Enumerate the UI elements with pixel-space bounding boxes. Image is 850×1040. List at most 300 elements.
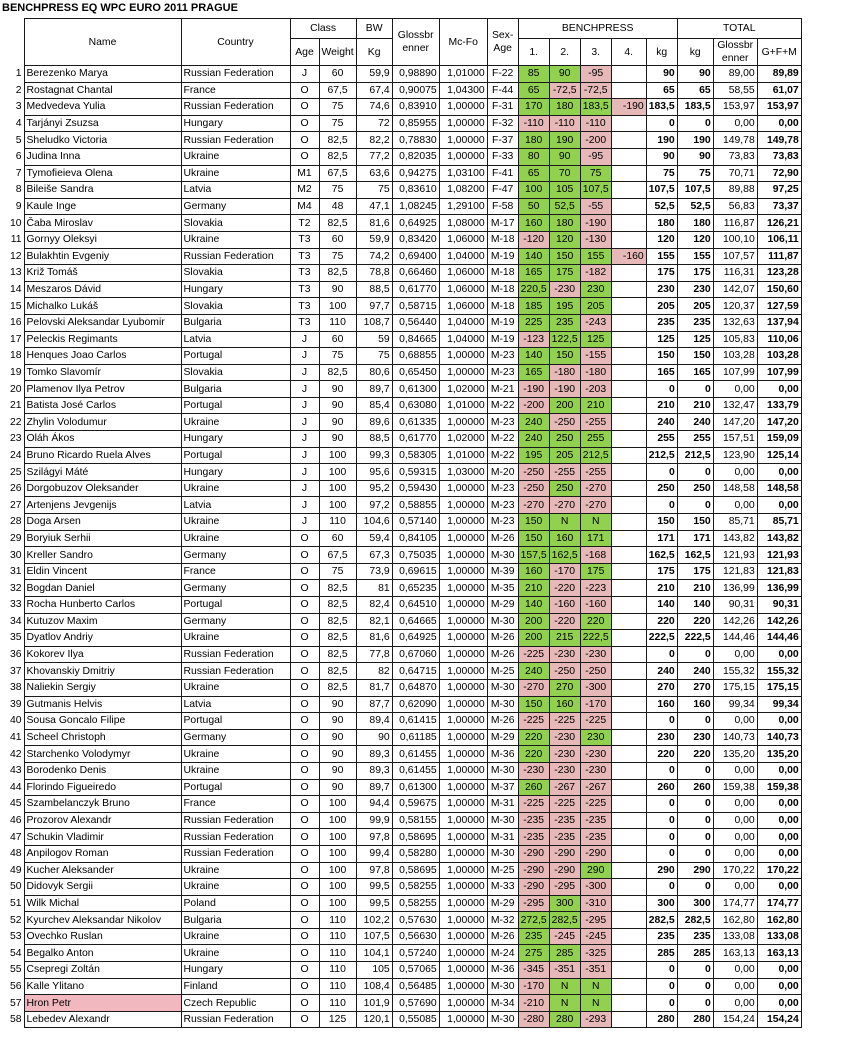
attempt-2-cell[interactable]: -290 — [549, 845, 580, 862]
attempt-3-cell[interactable]: 175 — [580, 563, 611, 580]
total-kg-cell[interactable]: 75 — [677, 165, 713, 182]
attempt-3-cell[interactable]: -351 — [580, 962, 611, 979]
sex-age-cell[interactable]: M-23 — [487, 348, 518, 365]
total-kg-cell[interactable]: 235 — [677, 928, 713, 945]
mcfo-coef-cell[interactable]: 1,00000 — [439, 746, 487, 763]
attempt-2-cell[interactable]: -220 — [549, 580, 580, 597]
attempt-1-cell[interactable]: 225 — [518, 314, 549, 331]
glossbrenner-coef-cell[interactable]: 0,58695 — [392, 862, 439, 879]
total-glossbrenner-cell[interactable]: 0,00 — [713, 115, 757, 132]
country-cell[interactable]: Ukraine — [181, 414, 290, 431]
total-gfm-cell[interactable]: 153,97 — [757, 99, 801, 116]
total-gfm-cell[interactable]: 155,32 — [757, 663, 801, 680]
bodyweight-cell[interactable]: 89,3 — [356, 762, 392, 779]
bench-result-cell[interactable]: 255 — [646, 431, 677, 448]
total-kg-cell[interactable]: 150 — [677, 348, 713, 365]
row-number-cell[interactable]: 37 — [0, 663, 24, 680]
age-class-cell[interactable]: T2 — [290, 215, 319, 232]
total-kg-cell[interactable]: 280 — [677, 1011, 713, 1028]
bodyweight-cell[interactable]: 59,9 — [356, 66, 392, 83]
weight-class-cell[interactable]: 110 — [319, 995, 356, 1012]
age-class-cell[interactable]: J — [290, 497, 319, 514]
athlete-name-cell[interactable]: Henques Joao Carlos — [24, 348, 181, 365]
bodyweight-cell[interactable]: 99,3 — [356, 447, 392, 464]
total-glossbrenner-cell[interactable]: 133,08 — [713, 928, 757, 945]
glossbrenner-coef-cell[interactable]: 0,64870 — [392, 679, 439, 696]
bodyweight-cell[interactable]: 74,2 — [356, 248, 392, 265]
weight-class-cell[interactable]: 48 — [319, 198, 356, 215]
attempt-2-cell[interactable]: 70 — [549, 165, 580, 182]
total-kg-cell[interactable]: 282,5 — [677, 912, 713, 929]
row-number-cell[interactable]: 13 — [0, 265, 24, 282]
bodyweight-cell[interactable]: 120,1 — [356, 1011, 392, 1028]
age-class-cell[interactable]: O — [290, 713, 319, 730]
bodyweight-cell[interactable]: 81 — [356, 580, 392, 597]
mcfo-coef-cell[interactable]: 1,00000 — [439, 514, 487, 531]
sex-age-cell[interactable]: M-30 — [487, 812, 518, 829]
row-number-cell[interactable]: 15 — [0, 298, 24, 315]
bench-result-cell[interactable]: 90 — [646, 148, 677, 165]
age-class-cell[interactable]: O — [290, 530, 319, 547]
athlete-name-cell[interactable]: Artenjens Jevgenijs — [24, 497, 181, 514]
bodyweight-cell[interactable]: 73,9 — [356, 563, 392, 580]
total-kg-cell[interactable]: 270 — [677, 679, 713, 696]
row-number-cell[interactable]: 27 — [0, 497, 24, 514]
row-number-cell[interactable]: 22 — [0, 414, 24, 431]
total-glossbrenner-cell[interactable]: 105,83 — [713, 331, 757, 348]
row-number-cell[interactable]: 30 — [0, 547, 24, 564]
bench-result-cell[interactable]: 150 — [646, 348, 677, 365]
total-glossbrenner-cell[interactable]: 170,22 — [713, 862, 757, 879]
row-number-cell[interactable]: 17 — [0, 331, 24, 348]
athlete-name-cell[interactable]: Borodenko Denis — [24, 762, 181, 779]
mcfo-coef-cell[interactable]: 1,00000 — [439, 414, 487, 431]
row-number-cell[interactable]: 31 — [0, 563, 24, 580]
attempt-3-cell[interactable]: N — [580, 978, 611, 995]
total-gfm-cell[interactable]: 127,59 — [757, 298, 801, 315]
sex-age-cell[interactable]: M-36 — [487, 962, 518, 979]
total-gfm-cell[interactable]: 144,46 — [757, 630, 801, 647]
glossbrenner-coef-cell[interactable]: 0,68855 — [392, 348, 439, 365]
total-gfm-cell[interactable]: 126,21 — [757, 215, 801, 232]
attempt-1-cell[interactable]: 185 — [518, 298, 549, 315]
row-number-cell[interactable]: 25 — [0, 464, 24, 481]
country-cell[interactable]: Hungary — [181, 115, 290, 132]
country-cell[interactable]: Portugal — [181, 779, 290, 796]
age-class-cell[interactable]: O — [290, 580, 319, 597]
attempt-4-cell[interactable] — [611, 663, 646, 680]
row-number-cell[interactable]: 49 — [0, 862, 24, 879]
attempt-3-cell[interactable]: -235 — [580, 812, 611, 829]
bench-result-cell[interactable]: 0 — [646, 646, 677, 663]
total-glossbrenner-cell[interactable]: 142,07 — [713, 281, 757, 298]
total-kg-cell[interactable]: 210 — [677, 397, 713, 414]
country-cell[interactable]: Latvia — [181, 497, 290, 514]
attempt-2-cell[interactable]: 250 — [549, 480, 580, 497]
attempt-4-cell[interactable] — [611, 829, 646, 846]
attempt-3-cell[interactable]: 155 — [580, 248, 611, 265]
mcfo-coef-cell[interactable]: 1,00000 — [439, 912, 487, 929]
attempt-3-cell[interactable]: -310 — [580, 895, 611, 912]
athlete-name-cell[interactable]: Kalle Ylitano — [24, 978, 181, 995]
attempt-4-cell[interactable] — [611, 298, 646, 315]
athlete-name-cell[interactable]: Tymofieieva Olena — [24, 165, 181, 182]
sex-age-cell[interactable]: M-20 — [487, 464, 518, 481]
glossbrenner-coef-cell[interactable]: 0,98890 — [392, 66, 439, 83]
country-cell[interactable]: Slovakia — [181, 215, 290, 232]
athlete-name-cell[interactable]: Bruno Ricardo Ruela Alves — [24, 447, 181, 464]
athlete-name-cell[interactable]: Pelovski Aleksandar Lyubomir — [24, 314, 181, 331]
attempt-3-cell[interactable]: -155 — [580, 348, 611, 365]
weight-class-cell[interactable]: 110 — [319, 928, 356, 945]
row-number-cell[interactable]: 29 — [0, 530, 24, 547]
total-kg-cell[interactable]: 52,5 — [677, 198, 713, 215]
glossbrenner-coef-cell[interactable]: 0,94275 — [392, 165, 439, 182]
weight-class-cell[interactable]: 90 — [319, 779, 356, 796]
mcfo-coef-cell[interactable]: 1,04000 — [439, 331, 487, 348]
age-class-cell[interactable]: O — [290, 746, 319, 763]
weight-class-cell[interactable]: 100 — [319, 812, 356, 829]
attempt-4-cell[interactable] — [611, 845, 646, 862]
bench-result-cell[interactable]: 235 — [646, 928, 677, 945]
athlete-name-cell[interactable]: Plamenov Ilya Petrov — [24, 381, 181, 398]
total-gfm-cell[interactable]: 133,08 — [757, 928, 801, 945]
bodyweight-cell[interactable]: 89,3 — [356, 746, 392, 763]
total-glossbrenner-cell[interactable]: 132,47 — [713, 397, 757, 414]
glossbrenner-coef-cell[interactable]: 0,58255 — [392, 879, 439, 896]
bench-result-cell[interactable]: 205 — [646, 298, 677, 315]
bodyweight-cell[interactable]: 88,5 — [356, 281, 392, 298]
attempt-3-cell[interactable]: 75 — [580, 165, 611, 182]
sex-age-cell[interactable]: M-22 — [487, 447, 518, 464]
glossbrenner-coef-cell[interactable]: 0,64715 — [392, 663, 439, 680]
attempt-2-cell[interactable]: -351 — [549, 962, 580, 979]
sex-age-cell[interactable]: M-30 — [487, 696, 518, 713]
glossbrenner-coef-cell[interactable]: 0,83420 — [392, 231, 439, 248]
bench-result-cell[interactable]: 150 — [646, 514, 677, 531]
attempt-1-cell[interactable]: -290 — [518, 845, 549, 862]
mcfo-coef-cell[interactable]: 1,00000 — [439, 547, 487, 564]
attempt-2-cell[interactable]: -290 — [549, 862, 580, 879]
attempt-2-cell[interactable]: 150 — [549, 248, 580, 265]
attempt-2-cell[interactable]: -225 — [549, 713, 580, 730]
glossbrenner-coef-cell[interactable]: 0,57630 — [392, 912, 439, 929]
bodyweight-cell[interactable]: 75 — [356, 348, 392, 365]
row-number-cell[interactable]: 2 — [0, 82, 24, 99]
bench-result-cell[interactable]: 235 — [646, 314, 677, 331]
total-kg-cell[interactable]: 240 — [677, 663, 713, 680]
row-number-cell[interactable]: 26 — [0, 480, 24, 497]
total-glossbrenner-cell[interactable]: 0,00 — [713, 829, 757, 846]
total-gfm-cell[interactable]: 133,79 — [757, 397, 801, 414]
total-gfm-cell[interactable]: 0,00 — [757, 646, 801, 663]
attempt-1-cell[interactable]: 200 — [518, 613, 549, 630]
weight-class-cell[interactable]: 75 — [319, 99, 356, 116]
weight-class-cell[interactable]: 90 — [319, 746, 356, 763]
weight-class-cell[interactable]: 82,5 — [319, 148, 356, 165]
attempt-4-cell[interactable] — [611, 447, 646, 464]
bench-result-cell[interactable]: 90 — [646, 66, 677, 83]
weight-class-cell[interactable]: 110 — [319, 945, 356, 962]
bench-result-cell[interactable]: 250 — [646, 480, 677, 497]
total-glossbrenner-cell[interactable]: 163,13 — [713, 945, 757, 962]
attempt-4-cell[interactable] — [611, 547, 646, 564]
bench-result-cell[interactable]: 282,5 — [646, 912, 677, 929]
mcfo-coef-cell[interactable]: 1,00000 — [439, 679, 487, 696]
attempt-3-cell[interactable]: -95 — [580, 66, 611, 83]
mcfo-coef-cell[interactable]: 1,00000 — [439, 613, 487, 630]
bodyweight-cell[interactable]: 89,4 — [356, 713, 392, 730]
bench-result-cell[interactable]: 175 — [646, 265, 677, 282]
total-kg-cell[interactable]: 140 — [677, 597, 713, 614]
mcfo-coef-cell[interactable]: 1,00000 — [439, 812, 487, 829]
attempt-1-cell[interactable]: 210 — [518, 580, 549, 597]
attempt-1-cell[interactable]: -235 — [518, 829, 549, 846]
country-cell[interactable]: Hungary — [181, 962, 290, 979]
total-glossbrenner-cell[interactable]: 0,00 — [713, 464, 757, 481]
total-glossbrenner-cell[interactable]: 0,00 — [713, 796, 757, 813]
country-cell[interactable]: Ukraine — [181, 231, 290, 248]
total-kg-cell[interactable]: 150 — [677, 514, 713, 531]
country-cell[interactable]: Germany — [181, 547, 290, 564]
mcfo-coef-cell[interactable]: 1,00000 — [439, 364, 487, 381]
age-class-cell[interactable]: J — [290, 447, 319, 464]
total-kg-cell[interactable]: 125 — [677, 331, 713, 348]
bodyweight-cell[interactable]: 59,4 — [356, 530, 392, 547]
sex-age-cell[interactable]: F-58 — [487, 198, 518, 215]
athlete-name-cell[interactable]: Schukin Vladimir — [24, 829, 181, 846]
age-class-cell[interactable]: J — [290, 364, 319, 381]
glossbrenner-coef-cell[interactable]: 0,69400 — [392, 248, 439, 265]
total-kg-cell[interactable]: 0 — [677, 845, 713, 862]
athlete-name-cell[interactable]: Gutmanis Helvis — [24, 696, 181, 713]
country-cell[interactable]: Germany — [181, 613, 290, 630]
weight-class-cell[interactable]: 75 — [319, 348, 356, 365]
age-class-cell[interactable]: J — [290, 480, 319, 497]
bodyweight-cell[interactable]: 101,9 — [356, 995, 392, 1012]
total-gfm-cell[interactable]: 123,28 — [757, 265, 801, 282]
glossbrenner-coef-cell[interactable]: 0,65450 — [392, 364, 439, 381]
total-gfm-cell[interactable]: 140,73 — [757, 729, 801, 746]
total-kg-cell[interactable]: 175 — [677, 563, 713, 580]
attempt-2-cell[interactable]: -110 — [549, 115, 580, 132]
glossbrenner-coef-cell[interactable]: 0,58715 — [392, 298, 439, 315]
total-gfm-cell[interactable]: 97,25 — [757, 182, 801, 199]
sex-age-cell[interactable]: M-23 — [487, 497, 518, 514]
sex-age-cell[interactable]: M-30 — [487, 613, 518, 630]
attempt-4-cell[interactable] — [611, 779, 646, 796]
glossbrenner-coef-cell[interactable]: 0,58155 — [392, 812, 439, 829]
bodyweight-cell[interactable]: 81,6 — [356, 630, 392, 647]
row-number-cell[interactable]: 36 — [0, 646, 24, 663]
sex-age-cell[interactable]: M-26 — [487, 630, 518, 647]
bench-result-cell[interactable]: 0 — [646, 381, 677, 398]
bench-result-cell[interactable]: 0 — [646, 713, 677, 730]
attempt-1-cell[interactable]: 235 — [518, 928, 549, 945]
row-number-cell[interactable]: 34 — [0, 613, 24, 630]
glossbrenner-coef-cell[interactable]: 0,59430 — [392, 480, 439, 497]
attempt-1-cell[interactable]: -270 — [518, 497, 549, 514]
attempt-2-cell[interactable]: -220 — [549, 613, 580, 630]
country-cell[interactable]: Latvia — [181, 182, 290, 199]
attempt-4-cell[interactable] — [611, 198, 646, 215]
attempt-2-cell[interactable]: N — [549, 978, 580, 995]
total-glossbrenner-cell[interactable]: 100,10 — [713, 231, 757, 248]
attempt-1-cell[interactable]: -170 — [518, 978, 549, 995]
mcfo-coef-cell[interactable]: 1,00000 — [439, 580, 487, 597]
attempt-1-cell[interactable]: -250 — [518, 480, 549, 497]
mcfo-coef-cell[interactable]: 1,08200 — [439, 182, 487, 199]
glossbrenner-coef-cell[interactable]: 0,61300 — [392, 381, 439, 398]
attempt-3-cell[interactable]: -325 — [580, 945, 611, 962]
country-cell[interactable]: Ukraine — [181, 746, 290, 763]
attempt-4-cell[interactable] — [611, 497, 646, 514]
attempt-4-cell[interactable] — [611, 812, 646, 829]
row-number-cell[interactable]: 43 — [0, 762, 24, 779]
attempt-4-cell[interactable] — [611, 82, 646, 99]
bodyweight-cell[interactable]: 99,4 — [356, 845, 392, 862]
bench-result-cell[interactable]: 210 — [646, 397, 677, 414]
attempt-4-cell[interactable] — [611, 713, 646, 730]
mcfo-coef-cell[interactable]: 1,00000 — [439, 497, 487, 514]
athlete-name-cell[interactable]: Rocha Hunberto Carlos — [24, 597, 181, 614]
row-number-cell[interactable]: 7 — [0, 165, 24, 182]
attempt-3-cell[interactable]: -250 — [580, 663, 611, 680]
attempt-2-cell[interactable]: 235 — [549, 314, 580, 331]
total-kg-cell[interactable]: 65 — [677, 82, 713, 99]
attempt-3-cell[interactable]: -225 — [580, 713, 611, 730]
athlete-name-cell[interactable]: Begalko Anton — [24, 945, 181, 962]
total-kg-cell[interactable]: 205 — [677, 298, 713, 315]
bodyweight-cell[interactable]: 89,6 — [356, 414, 392, 431]
weight-class-cell[interactable]: 110 — [319, 962, 356, 979]
athlete-name-cell[interactable]: Szambelanczyk Bruno — [24, 796, 181, 813]
athlete-name-cell[interactable]: Florindo Figueiredo — [24, 779, 181, 796]
attempt-2-cell[interactable]: N — [549, 995, 580, 1012]
sex-age-cell[interactable]: F-33 — [487, 148, 518, 165]
mcfo-coef-cell[interactable]: 1,00000 — [439, 696, 487, 713]
total-gfm-cell[interactable]: 121,83 — [757, 563, 801, 580]
total-gfm-cell[interactable]: 0,00 — [757, 381, 801, 398]
attempt-1-cell[interactable]: 140 — [518, 348, 549, 365]
row-number-cell[interactable]: 40 — [0, 713, 24, 730]
attempt-4-cell[interactable] — [611, 215, 646, 232]
bodyweight-cell[interactable]: 104,1 — [356, 945, 392, 962]
total-kg-cell[interactable]: 107,5 — [677, 182, 713, 199]
attempt-1-cell[interactable]: -120 — [518, 231, 549, 248]
glossbrenner-coef-cell[interactable]: 0,63080 — [392, 397, 439, 414]
weight-class-cell[interactable]: 82,5 — [319, 597, 356, 614]
mcfo-coef-cell[interactable]: 1,00000 — [439, 480, 487, 497]
country-cell[interactable]: Ukraine — [181, 928, 290, 945]
row-number-cell[interactable]: 9 — [0, 198, 24, 215]
mcfo-coef-cell[interactable]: 1,00000 — [439, 962, 487, 979]
sex-age-cell[interactable]: M-23 — [487, 480, 518, 497]
total-glossbrenner-cell[interactable]: 162,80 — [713, 912, 757, 929]
total-glossbrenner-cell[interactable]: 153,97 — [713, 99, 757, 116]
bodyweight-cell[interactable]: 99,9 — [356, 812, 392, 829]
country-cell[interactable]: Ukraine — [181, 945, 290, 962]
attempt-3-cell[interactable]: -300 — [580, 679, 611, 696]
athlete-name-cell[interactable]: Ovechko Ruslan — [24, 928, 181, 945]
bodyweight-cell[interactable]: 67,4 — [356, 82, 392, 99]
country-cell[interactable]: Ukraine — [181, 148, 290, 165]
sex-age-cell[interactable]: M-19 — [487, 331, 518, 348]
attempt-4-cell[interactable] — [611, 945, 646, 962]
total-gfm-cell[interactable]: 135,20 — [757, 746, 801, 763]
athlete-name-cell[interactable]: Batista José Carlos — [24, 397, 181, 414]
total-kg-cell[interactable]: 0 — [677, 879, 713, 896]
total-gfm-cell[interactable]: 149,78 — [757, 132, 801, 149]
mcfo-coef-cell[interactable]: 1,00000 — [439, 779, 487, 796]
attempt-1-cell[interactable]: -110 — [518, 115, 549, 132]
sex-age-cell[interactable]: F-31 — [487, 99, 518, 116]
attempt-1-cell[interactable]: -290 — [518, 862, 549, 879]
total-glossbrenner-cell[interactable]: 143,82 — [713, 530, 757, 547]
total-gfm-cell[interactable]: 89,89 — [757, 66, 801, 83]
bench-result-cell[interactable]: 222,5 — [646, 630, 677, 647]
total-gfm-cell[interactable]: 106,11 — [757, 231, 801, 248]
sex-age-cell[interactable]: M-21 — [487, 381, 518, 398]
mcfo-coef-cell[interactable]: 1,00000 — [439, 995, 487, 1012]
country-cell[interactable]: France — [181, 563, 290, 580]
age-class-cell[interactable]: T3 — [290, 281, 319, 298]
mcfo-coef-cell[interactable]: 1,00000 — [439, 879, 487, 896]
age-class-cell[interactable]: J — [290, 381, 319, 398]
attempt-1-cell[interactable]: 220 — [518, 746, 549, 763]
total-kg-cell[interactable]: 0 — [677, 812, 713, 829]
athlete-name-cell[interactable]: Starchenko Volodymyr — [24, 746, 181, 763]
total-glossbrenner-cell[interactable]: 174,77 — [713, 895, 757, 912]
row-number-cell[interactable]: 51 — [0, 895, 24, 912]
row-number-cell[interactable]: 42 — [0, 746, 24, 763]
attempt-3-cell[interactable]: -293 — [580, 1011, 611, 1028]
weight-class-cell[interactable]: 90 — [319, 729, 356, 746]
total-glossbrenner-cell[interactable]: 175,15 — [713, 679, 757, 696]
total-glossbrenner-cell[interactable]: 0,00 — [713, 646, 757, 663]
total-kg-cell[interactable]: 0 — [677, 978, 713, 995]
attempt-4-cell[interactable]: -190 — [611, 99, 646, 116]
bench-result-cell[interactable]: 190 — [646, 132, 677, 149]
weight-class-cell[interactable]: 82,5 — [319, 215, 356, 232]
attempt-4-cell[interactable] — [611, 762, 646, 779]
bench-result-cell[interactable]: 160 — [646, 696, 677, 713]
total-glossbrenner-cell[interactable]: 0,00 — [713, 879, 757, 896]
attempt-2-cell[interactable]: -180 — [549, 364, 580, 381]
sex-age-cell[interactable]: M-31 — [487, 796, 518, 813]
attempt-4-cell[interactable] — [611, 696, 646, 713]
attempt-1-cell[interactable]: 85 — [518, 66, 549, 83]
total-kg-cell[interactable]: 0 — [677, 497, 713, 514]
glossbrenner-coef-cell[interactable]: 0,78830 — [392, 132, 439, 149]
attempt-4-cell[interactable] — [611, 265, 646, 282]
athlete-name-cell[interactable]: Scheel Christoph — [24, 729, 181, 746]
attempt-1-cell[interactable]: -200 — [518, 397, 549, 414]
athlete-name-cell[interactable]: Bogdan Daniel — [24, 580, 181, 597]
row-number-cell[interactable]: 38 — [0, 679, 24, 696]
attempt-4-cell[interactable] — [611, 464, 646, 481]
total-glossbrenner-cell[interactable]: 159,38 — [713, 779, 757, 796]
bodyweight-cell[interactable]: 81,6 — [356, 215, 392, 232]
attempt-2-cell[interactable]: 150 — [549, 348, 580, 365]
row-number-cell[interactable]: 12 — [0, 248, 24, 265]
attempt-2-cell[interactable]: -225 — [549, 796, 580, 813]
attempt-3-cell[interactable]: 230 — [580, 281, 611, 298]
attempt-1-cell[interactable]: 240 — [518, 663, 549, 680]
sex-age-cell[interactable]: M-35 — [487, 580, 518, 597]
sex-age-cell[interactable]: M-19 — [487, 248, 518, 265]
attempt-2-cell[interactable]: 270 — [549, 679, 580, 696]
